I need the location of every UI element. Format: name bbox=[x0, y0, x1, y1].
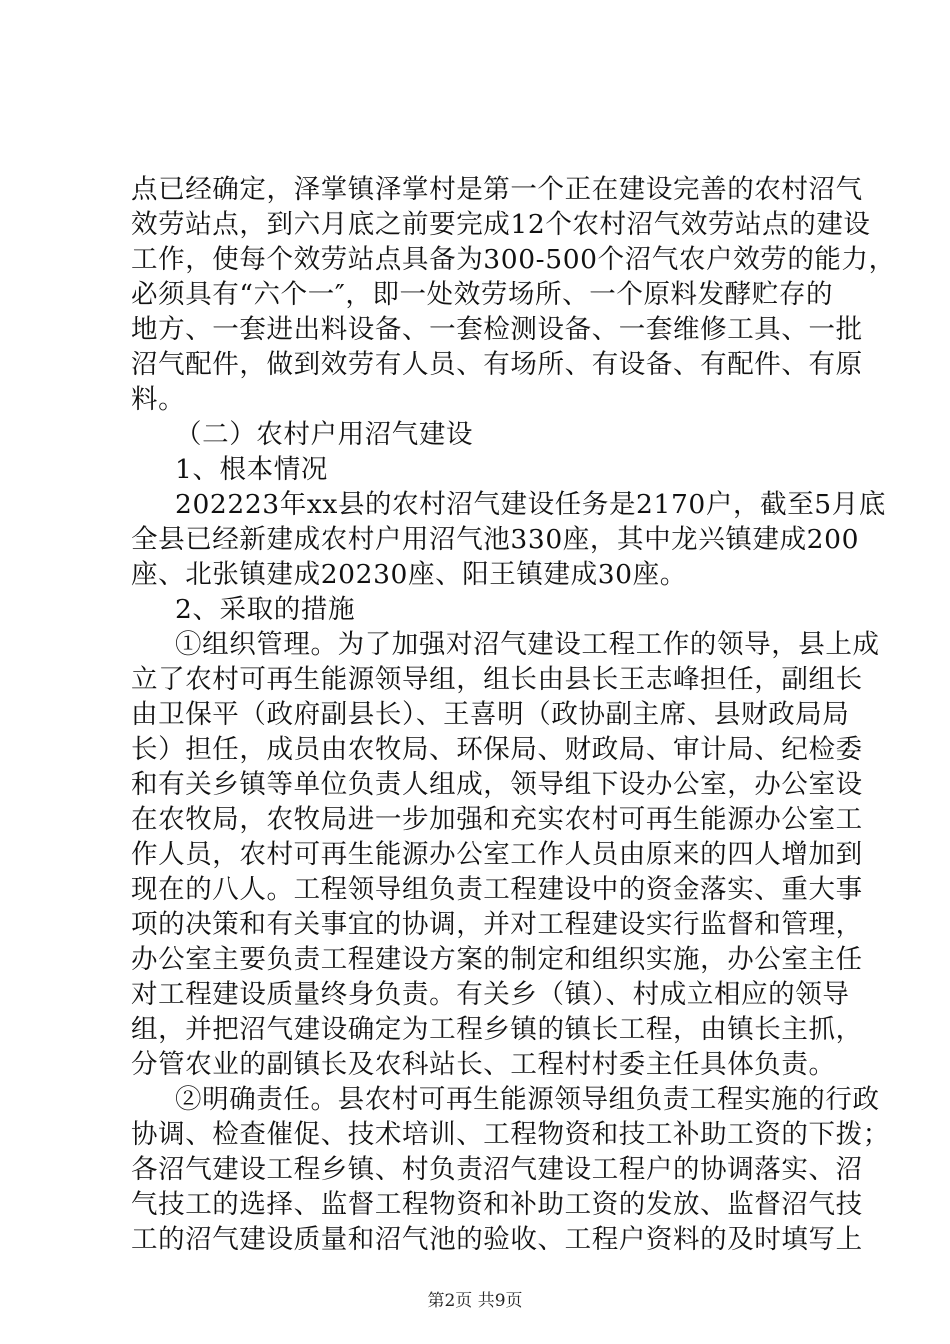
text-line: 沼气配件，做到效劳有人员、有场所、有设备、有配件、有原 bbox=[131, 349, 863, 380]
text-line: ①组织管理。为了加强对沼气建设工程工作的领导，县上成 bbox=[175, 629, 880, 660]
text-line: 各沼气建设工程乡镇、村负责沼气建设工程户的协调落实、沼 bbox=[131, 1154, 863, 1185]
text-line: 效劳站点，到六月底之前要完成12个农村沼气效劳站点的建设 bbox=[131, 209, 871, 240]
text-line: 协调、检查催促、技术培训、工程物资和技工补助工资的下拨； bbox=[131, 1119, 890, 1150]
text-line: 地方、一套进出料设备、一套检测设备、一套维修工具、一批 bbox=[131, 314, 863, 345]
text-line: 202223年xx县的农村沼气建设任务是2170户，截至5月底 bbox=[175, 489, 886, 520]
page-footer: 第2页 共9页 bbox=[427, 1291, 523, 1311]
text-line: ②明确责任。县农村可再生能源领导组负责工程实施的行政 bbox=[175, 1084, 880, 1115]
text-line: 座、北张镇建成20230座、阳王镇建成30座。 bbox=[131, 559, 687, 590]
text-line: 由卫保平（政府副县长）、王喜明（政协副主席、县财政局局 bbox=[131, 699, 850, 730]
text-line: 立了农村可再生能源领导组，组长由县长王志峰担任，副组长 bbox=[131, 664, 863, 695]
text-line: 现在的八人。工程领导组负责工程建设中的资金落实、重大事 bbox=[131, 874, 863, 905]
text-line: 分管农业的副镇长及农科站长、工程村村委主任具体负责。 bbox=[131, 1049, 836, 1080]
text-line: 必须具有“六个一″，即一处效劳场所、一个原料发酵贮存的 bbox=[131, 279, 834, 310]
text-line: 点已经确定，泽掌镇泽掌村是第一个正在建设完善的农村沼气 bbox=[131, 174, 863, 205]
text-line: 和有关乡镇等单位负责人组成，领导组下设办公室，办公室设 bbox=[131, 769, 863, 800]
text-line: 对工程建设质量终身负责。有关乡（镇）、村成立相应的领导 bbox=[131, 979, 850, 1010]
section-heading: （二）农村户用沼气建设 bbox=[175, 419, 474, 450]
text-line: 料。 bbox=[131, 384, 186, 415]
text-line: 气技工的选择、监督工程物资和补助工资的发放、监督沼气技 bbox=[131, 1189, 863, 1220]
text-line: 工作，使每个效劳站点具备为300-500个沼气农户效劳的能力， bbox=[131, 244, 896, 275]
text-line: 项的决策和有关事宜的协调，并对工程建设实行监督和管理， bbox=[131, 909, 863, 940]
text-line: 组，并把沼气建设确定为工程乡镇的镇长工程，由镇长主抓， bbox=[131, 1014, 863, 1045]
text-line: 长）担任，成员由农牧局、环保局、财政局、审计局、纪检委 bbox=[131, 734, 863, 765]
text-line: 全县已经新建成农村户用沼气池330座，其中龙兴镇建成200 bbox=[131, 524, 860, 555]
text-line: 作人员，农村可再生能源办公室工作人员由原来的四人增加到 bbox=[131, 839, 863, 870]
text-line: 工的沼气建设质量和沼气池的验收、工程户资料的及时填写上 bbox=[131, 1224, 863, 1255]
text-line: 办公室主要负责工程建设方案的制定和组织实施，办公室主任 bbox=[131, 944, 863, 975]
subsection-heading: 2、采取的措施 bbox=[175, 594, 356, 625]
subsection-heading: 1、根本情况 bbox=[175, 454, 328, 485]
text-line: 在农牧局，农牧局进一步加强和充实农村可再生能源办公室工 bbox=[131, 804, 863, 835]
